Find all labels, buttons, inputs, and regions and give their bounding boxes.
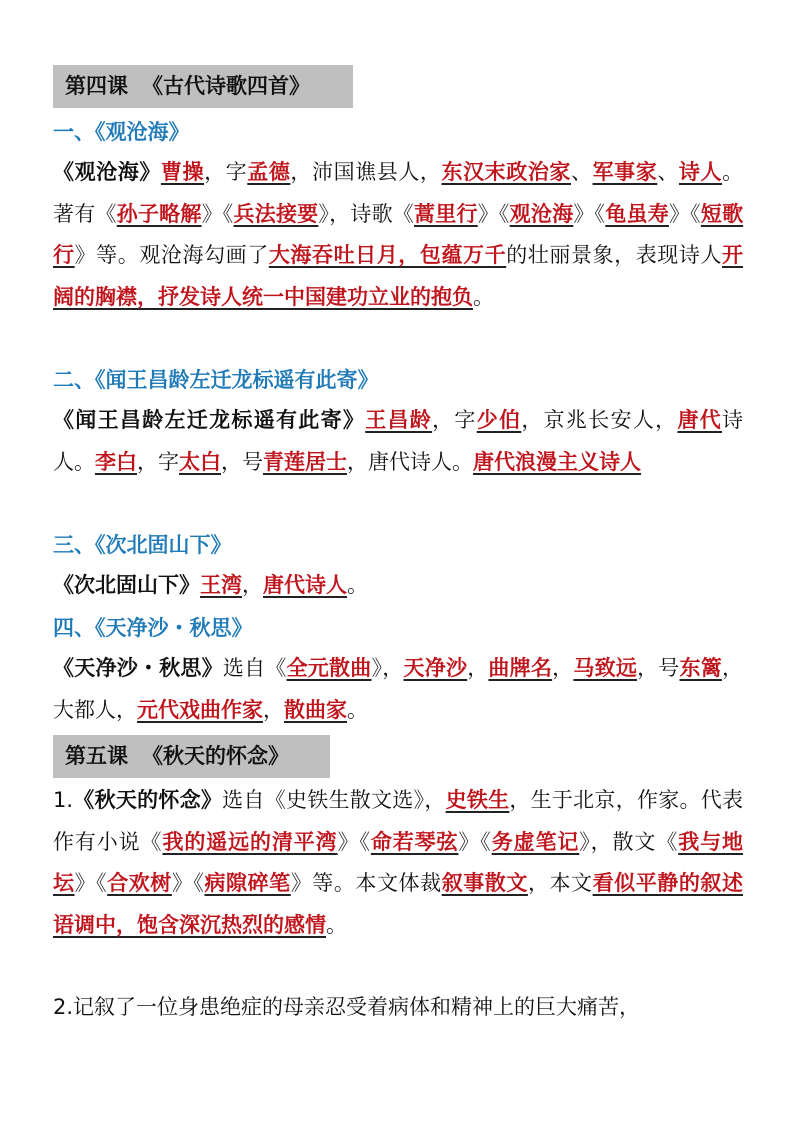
body-text: ，字 [204,160,248,184]
body-text: ，本文 [527,871,593,895]
keyword-answer: 太白 [179,449,221,474]
body-text: ，号 [221,449,263,474]
keyword-answer: 观沧海 [509,201,574,226]
body-text: 》《 [573,201,606,226]
section-title-ci-beigushan: 三、《次北固山下》 [53,533,232,557]
work-title: 《天净沙・秋思》 [53,656,223,680]
lesson-5-header [53,735,330,778]
paragraph-item-2 [53,987,743,1029]
paragraph-tianjingsha [53,648,743,731]
body-text: 》《 [337,829,371,854]
keyword-answer: 曹操 [160,160,205,184]
section-title-tianjingsha: 四、《天净沙・秋思》 [53,616,253,640]
body-text: 。 [326,912,347,937]
paragraph-item-1 [53,780,743,946]
keyword-answer: 我的遥远的清平湾 [162,829,338,854]
keyword-answer: 青莲居士 [263,449,347,474]
body-text: 》《 [74,871,108,895]
body-text: 选自《史铁生散文选》， [222,788,446,812]
keyword-answer: 少伯 [476,408,522,432]
keyword-answer: 王湾 [200,573,242,597]
body-text: ，生于北京，作家。代表作有小说《 [53,788,744,854]
body-text: ，字 [137,449,179,474]
keyword-answer: 史铁生 [445,788,510,812]
body-text: 。 [473,284,494,309]
keyword-answer: 元代戏曲作家 [137,697,263,722]
body-text: 的壮丽景象，表现诗人 [506,243,723,267]
lesson-5-title: 《秋天的怀念》 [142,744,289,768]
body-text: ，大都人， [53,656,743,722]
keyword-answer: 孟德 [247,160,291,184]
paragraph-ci-beigushan [53,565,743,607]
keyword-answer: 曲牌名 [488,656,553,680]
keyword-answer: 短歌行 [53,201,744,267]
keyword-answer: 务虚笔记 [491,829,580,854]
keyword-answer: 全元散曲 [286,656,372,680]
body-text: 》等。本文体裁 [290,871,442,895]
keyword-answer: 孙子略解 [116,201,202,226]
paragraph-guancanghai [53,152,743,318]
work-title: 《次北固山下》 [53,573,200,597]
body-text: 》，散文《 [579,829,679,854]
keyword-answer: 散曲家 [284,697,347,722]
body-text: ， [263,697,284,722]
keyword-answer: 马致远 [573,656,638,680]
body-text: 。 [347,573,368,597]
lesson-4-number: 第四课 [65,74,128,98]
body-text: 》《 [458,829,492,854]
keyword-answer: 军事家 [592,160,658,184]
body-text: 》《 [201,201,234,226]
body-text: ，沛国谯县人， [290,160,442,184]
keyword-answer: 李白 [95,449,137,474]
section-title-wen-wangchangling: 二、《闻王昌龄左迁龙标遥有此寄》 [53,368,379,392]
body-text: 》等。观沧海勾画了 [74,243,269,267]
work-title: 《观沧海》 [53,160,161,184]
body-text: ，唐代诗人。 [347,449,473,474]
section-title-guancanghai: 一、《观沧海》 [53,120,190,144]
keyword-answer: 龟虽寿 [605,201,669,226]
keyword-answer: 王昌龄 [365,408,433,432]
body-text: 选自《 [222,656,287,680]
paragraph-wen-wangchangling [53,400,743,483]
keyword-answer: 唐代 [677,408,723,432]
body-text: 》， [371,656,404,680]
body-text: ， [467,656,489,680]
keyword-answer: 合欢树 [107,871,172,895]
keyword-answer: 我与地坛 [53,829,743,895]
body-text: 、 [657,160,679,184]
body-text: ， [552,656,574,680]
keyword-answer: 东汉末政治家 [441,160,571,184]
keyword-answer: 天净沙 [403,656,468,680]
keyword-answer: 东篱 [679,656,722,680]
lesson-4-header [53,65,353,108]
body-text: 诗人。 [53,408,744,474]
body-text: ，京兆长安人， [521,408,678,432]
body-text: ， [242,573,263,597]
keyword-answer: 唐代浪漫主义诗人 [473,449,641,474]
keyword-answer: 诗人 [678,160,723,184]
keyword-answer: 兵法接要 [233,201,319,226]
body-text: 》《 [477,201,510,226]
body-text: 》《 [668,201,701,226]
keyword-answer: 开阔的胸襟，抒发诗人统一中国建功立业的抱负 [53,243,744,309]
body-text: 》《 [171,871,205,895]
body-text: ，号 [637,656,680,680]
body-text: 1. [53,788,74,812]
keyword-answer: 病隙碎笔 [204,871,291,895]
body-text: ，字 [432,408,477,432]
lesson-4-title: 《古代诗歌四首》 [142,74,310,98]
lesson-5-number: 第五课 [65,744,128,768]
work-title: 《秋天的怀念》 [73,788,223,812]
body-text: 。 [347,697,368,722]
body-text: 2.记叙了一位身患绝症的母亲忍受着病体和精神上的巨大痛苦， [53,995,641,1019]
body-text: 。著有《 [53,160,744,226]
keyword-answer: 叙事散文 [441,871,528,895]
keyword-answer: 命若琴弦 [370,829,459,854]
body-text: 、 [570,160,593,184]
keyword-answer: 大海吞吐日月，包蕴万千 [268,243,507,267]
keyword-answer: 蒿里行 [414,201,478,226]
keyword-answer: 唐代诗人 [263,573,347,597]
body-text: 》，诗歌《 [318,201,415,226]
work-title: 《闻王昌龄左迁龙标遥有此寄》 [53,408,366,432]
keyword-answer: 看似平静的叙述语调中，饱含深沉热烈的感情 [53,871,743,937]
